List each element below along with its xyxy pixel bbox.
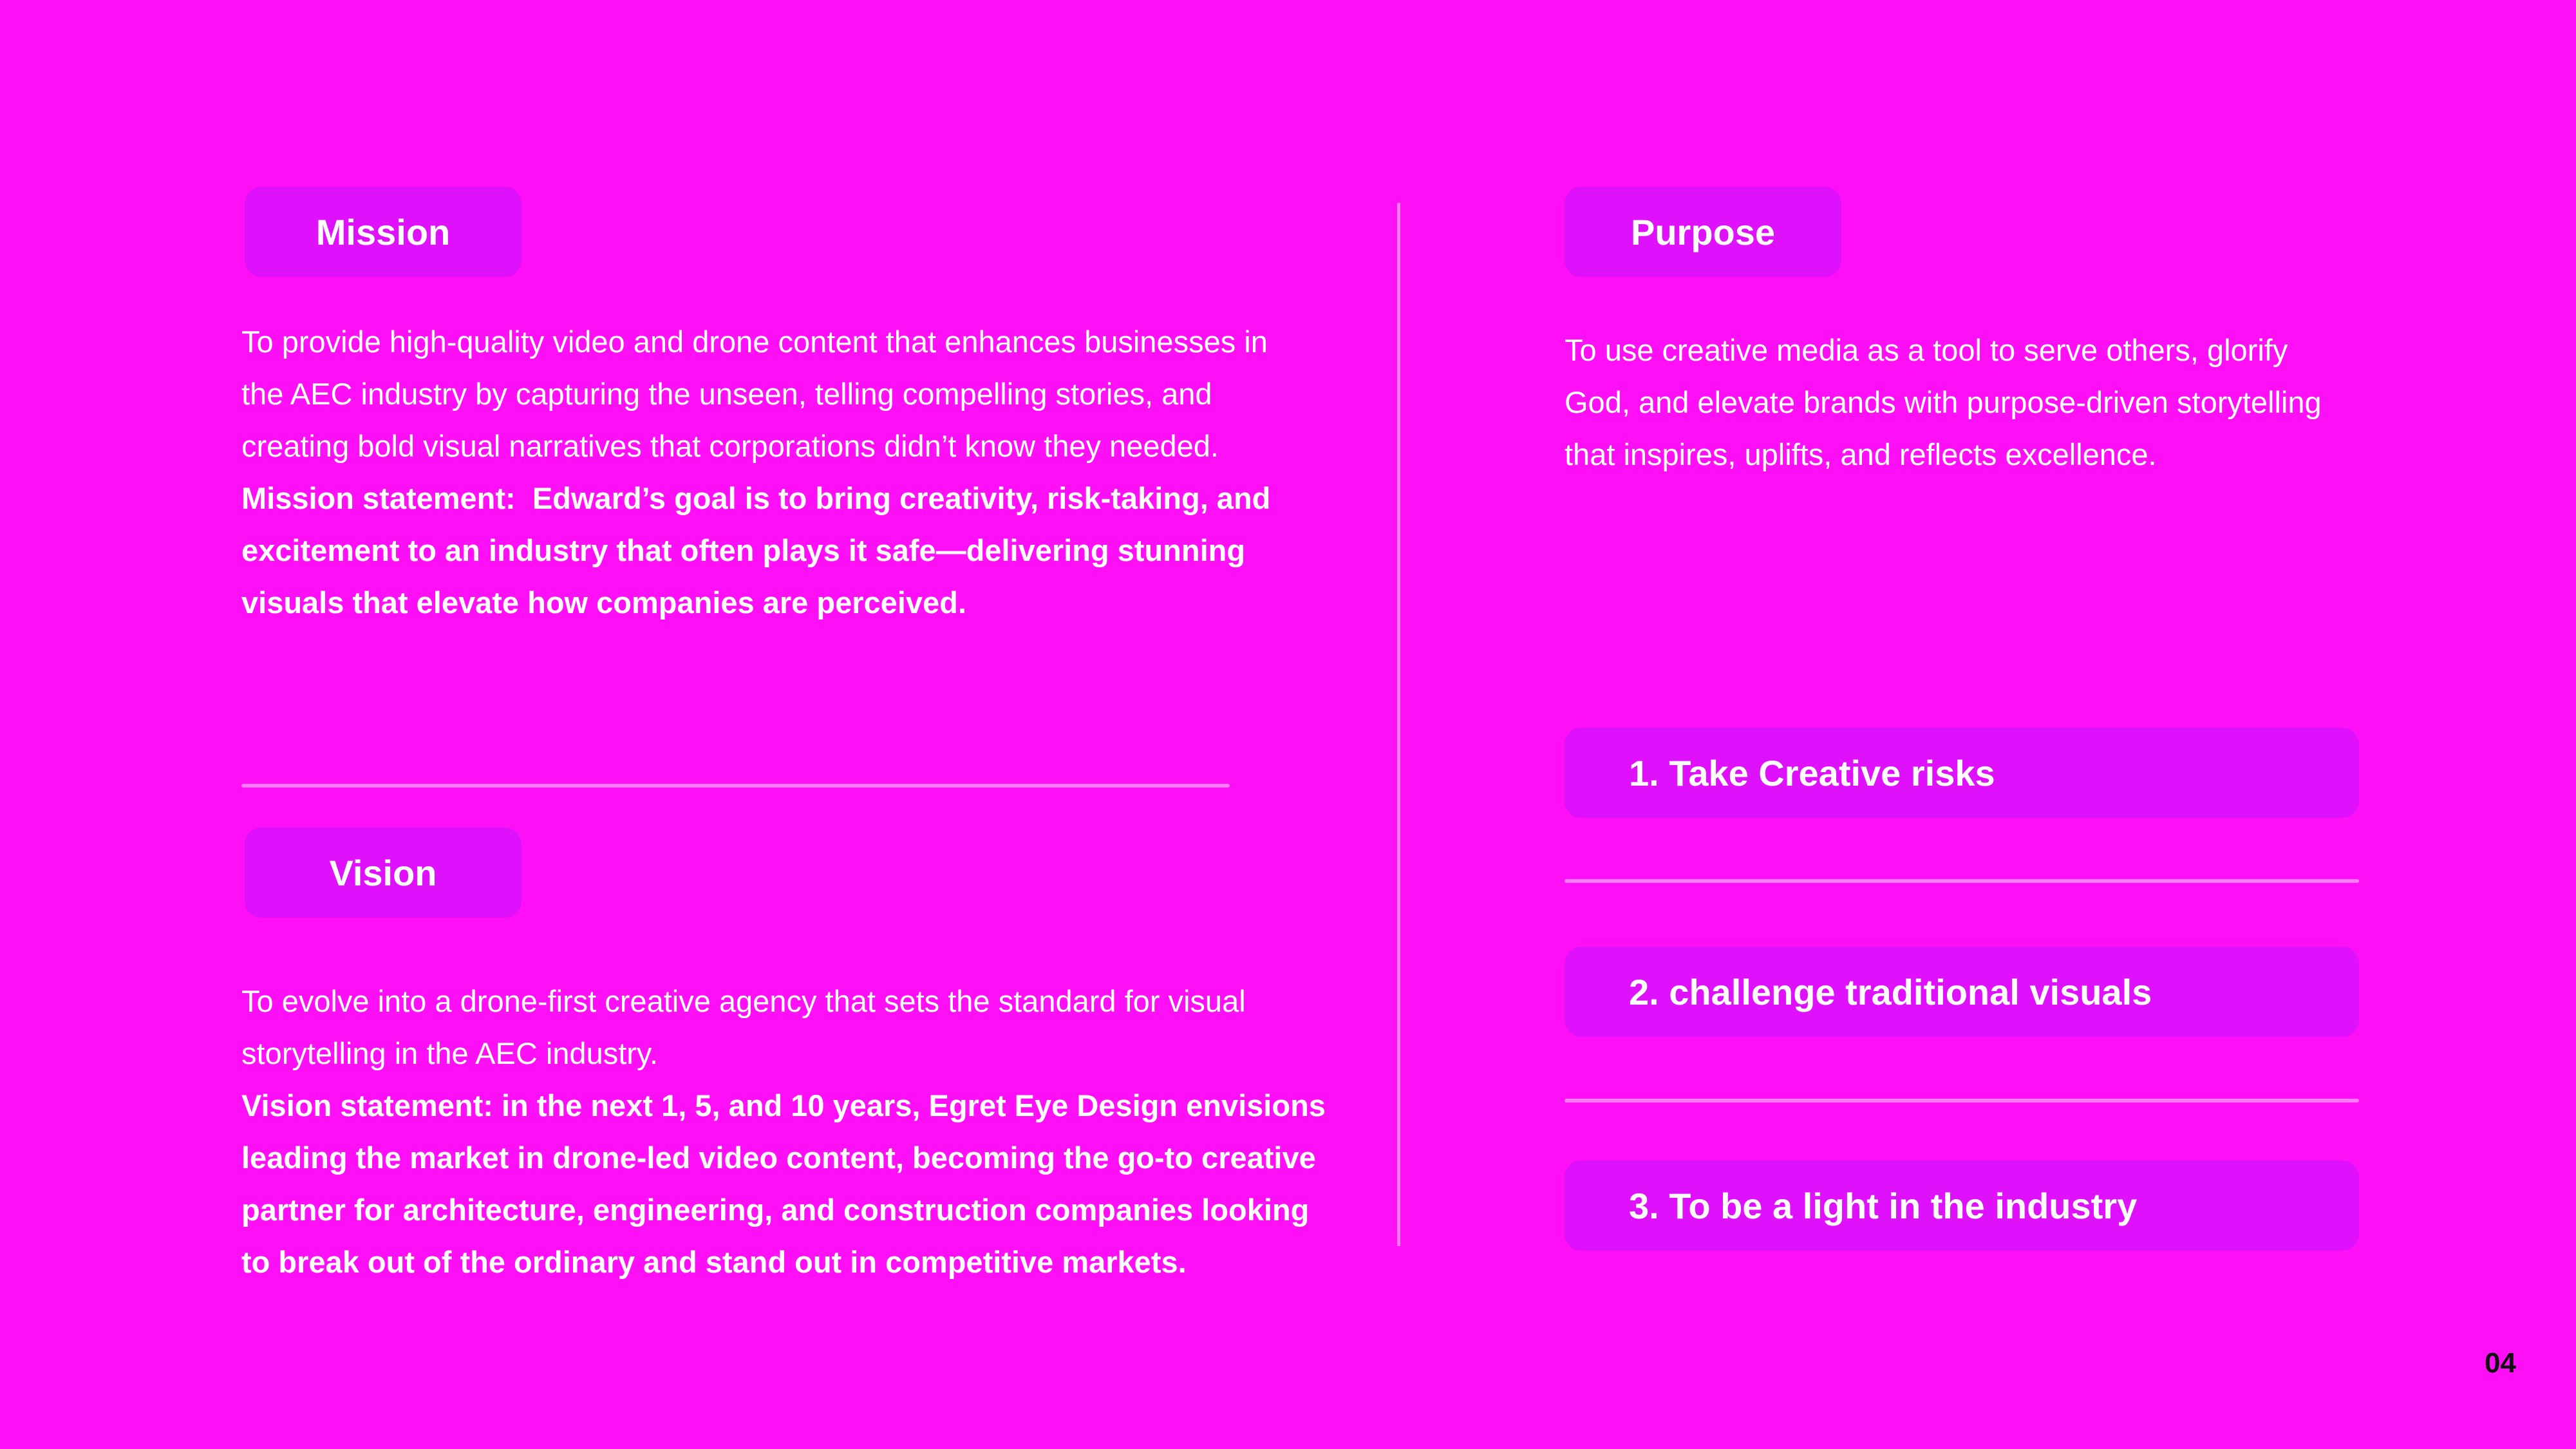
mission-tag (245, 187, 522, 277)
purpose-label: Purpose (1630, 211, 1776, 252)
vision-text (241, 975, 1330, 1288)
value-divider (1565, 879, 2359, 883)
mission-label: Mission (315, 211, 451, 252)
mission-body: To provide high-quality video and drone content that enhances businesses in the AEC industry by capturing the unseen, telling compelling stories, and creating bold visual narratives that corporations didn’t know they needed. (241, 325, 1268, 463)
mission-text (241, 316, 1278, 629)
value-item (1565, 1160, 2359, 1251)
value-label: 3. To be a light in the industry (1629, 1185, 2138, 1226)
purpose-body: To use creative media as a tool to serve others, glorify God, and elevate brands with purpose-driven storytelling that inspires, uplifts, and reflects excellence. (1565, 333, 2322, 471)
value-label: 1. Take Creative risks (1629, 752, 1995, 793)
column-divider (1397, 203, 1400, 1246)
purpose-text (1565, 324, 2331, 480)
value-item (1565, 947, 2359, 1037)
mission-statement-label: Mission statement: (241, 481, 516, 515)
mission-statement: Edward’s goal is to bring creativity, risk-taking, and excitement to an industry that often plays it safe—delivering stunning visuals that elevate how companies are perceived. (241, 481, 1271, 620)
vision-statement-label: Vision statement: (241, 1088, 493, 1122)
value-label: 2. challenge traditional visuals (1629, 971, 2152, 1012)
value-item (1565, 728, 2359, 818)
vision-body: To evolve into a drone-first creative agency that sets the standard for visual storytelling in the AEC industry. (241, 984, 1246, 1070)
page-number: 04 (2485, 1347, 2516, 1379)
mission-divider (241, 784, 1230, 788)
vision-statement: in the next 1, 5, and 10 years, Egret Eye Design envisions leading the market in drone-led video content, becoming the go-to creative partner for architecture, engineering, and construction companies looking to break out of the ordinary and stand out in competitive markets. (241, 1088, 1326, 1279)
vision-tag (245, 828, 522, 918)
value-divider (1565, 1099, 2359, 1103)
purpose-tag (1565, 187, 1841, 277)
vision-label: Vision (329, 852, 437, 893)
